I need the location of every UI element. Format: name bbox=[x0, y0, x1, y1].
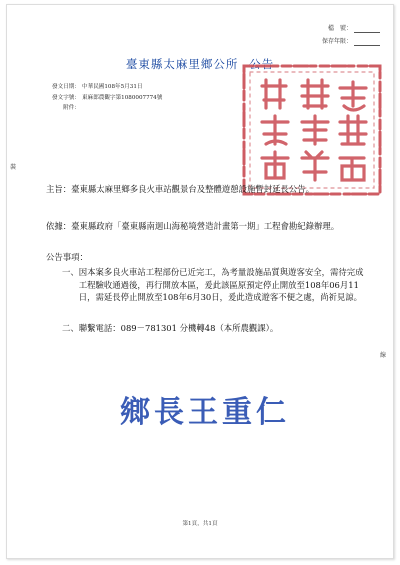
mayor-signature-stamp bbox=[90, 382, 320, 438]
file-number-label: 檔 號： bbox=[327, 25, 352, 32]
retention-label: 保存年限： bbox=[321, 38, 352, 45]
notice-item-text: 因本案多良火車站工程部份已近完工，為考量設施品質與遊客安全，需待完成工程驗收通過後，再行開放本區，爰此該區原預定停止開放至108年06月11日，需延長停止開放至108年6月30日，爰此造成遊客不便之處，尚祈見諒。 bbox=[78, 267, 364, 303]
subject-section bbox=[46, 183, 366, 196]
notice-item-number: 一、 bbox=[62, 267, 79, 277]
basis-label: 依據： bbox=[46, 221, 72, 231]
binding-mark-right: 線 bbox=[380, 352, 387, 359]
page-footer bbox=[0, 519, 400, 527]
notice-item bbox=[62, 322, 366, 335]
issue-date-row bbox=[46, 82, 162, 93]
basis-section bbox=[46, 220, 366, 233]
file-number-row bbox=[318, 22, 380, 35]
document-number-row bbox=[46, 93, 162, 104]
notice-item-number: 二、 bbox=[62, 323, 79, 333]
notice-heading: 公告事項： bbox=[46, 252, 88, 262]
document-number-value: 東麻郎農觀字第1080007774號 bbox=[82, 94, 163, 101]
document-type: 公告 bbox=[249, 57, 275, 71]
binding-mark-left: 裝 bbox=[10, 164, 17, 171]
official-seal-icon bbox=[236, 60, 388, 200]
issuing-agency: 臺東縣太麻里鄉公所 bbox=[125, 57, 239, 71]
notice-item bbox=[62, 266, 366, 304]
attachment-label: 附件： bbox=[63, 105, 80, 111]
retention-row bbox=[318, 35, 380, 48]
basis-text: 臺東縣政府「臺東縣南迴山海秘境營造計畫第一期」工程會勘紀錄辦理。 bbox=[71, 221, 340, 231]
subject-text: 臺東縣太麻里鄉多良火車站觀景台及整體遊憩設施暫封延長公告。 bbox=[71, 184, 314, 194]
document-number-label: 發文字號： bbox=[52, 94, 80, 101]
retention-blank bbox=[354, 38, 380, 46]
file-number-blank bbox=[354, 25, 380, 33]
notice-item-text: 聯繫電話：089－781301 分機轉48（本所農觀課）。 bbox=[78, 323, 279, 333]
signature-text: 鄉長王重仁 bbox=[120, 395, 290, 430]
issue-date-value: 中華民國108年5月31日 bbox=[82, 84, 143, 90]
archive-info bbox=[318, 22, 380, 48]
attachment-row bbox=[46, 103, 162, 114]
subject-label: 主旨： bbox=[46, 184, 72, 194]
issue-date-label: 發文日期： bbox=[52, 84, 80, 90]
document-metadata bbox=[46, 82, 162, 114]
page-number: 第1頁，共1頁 bbox=[182, 521, 218, 527]
